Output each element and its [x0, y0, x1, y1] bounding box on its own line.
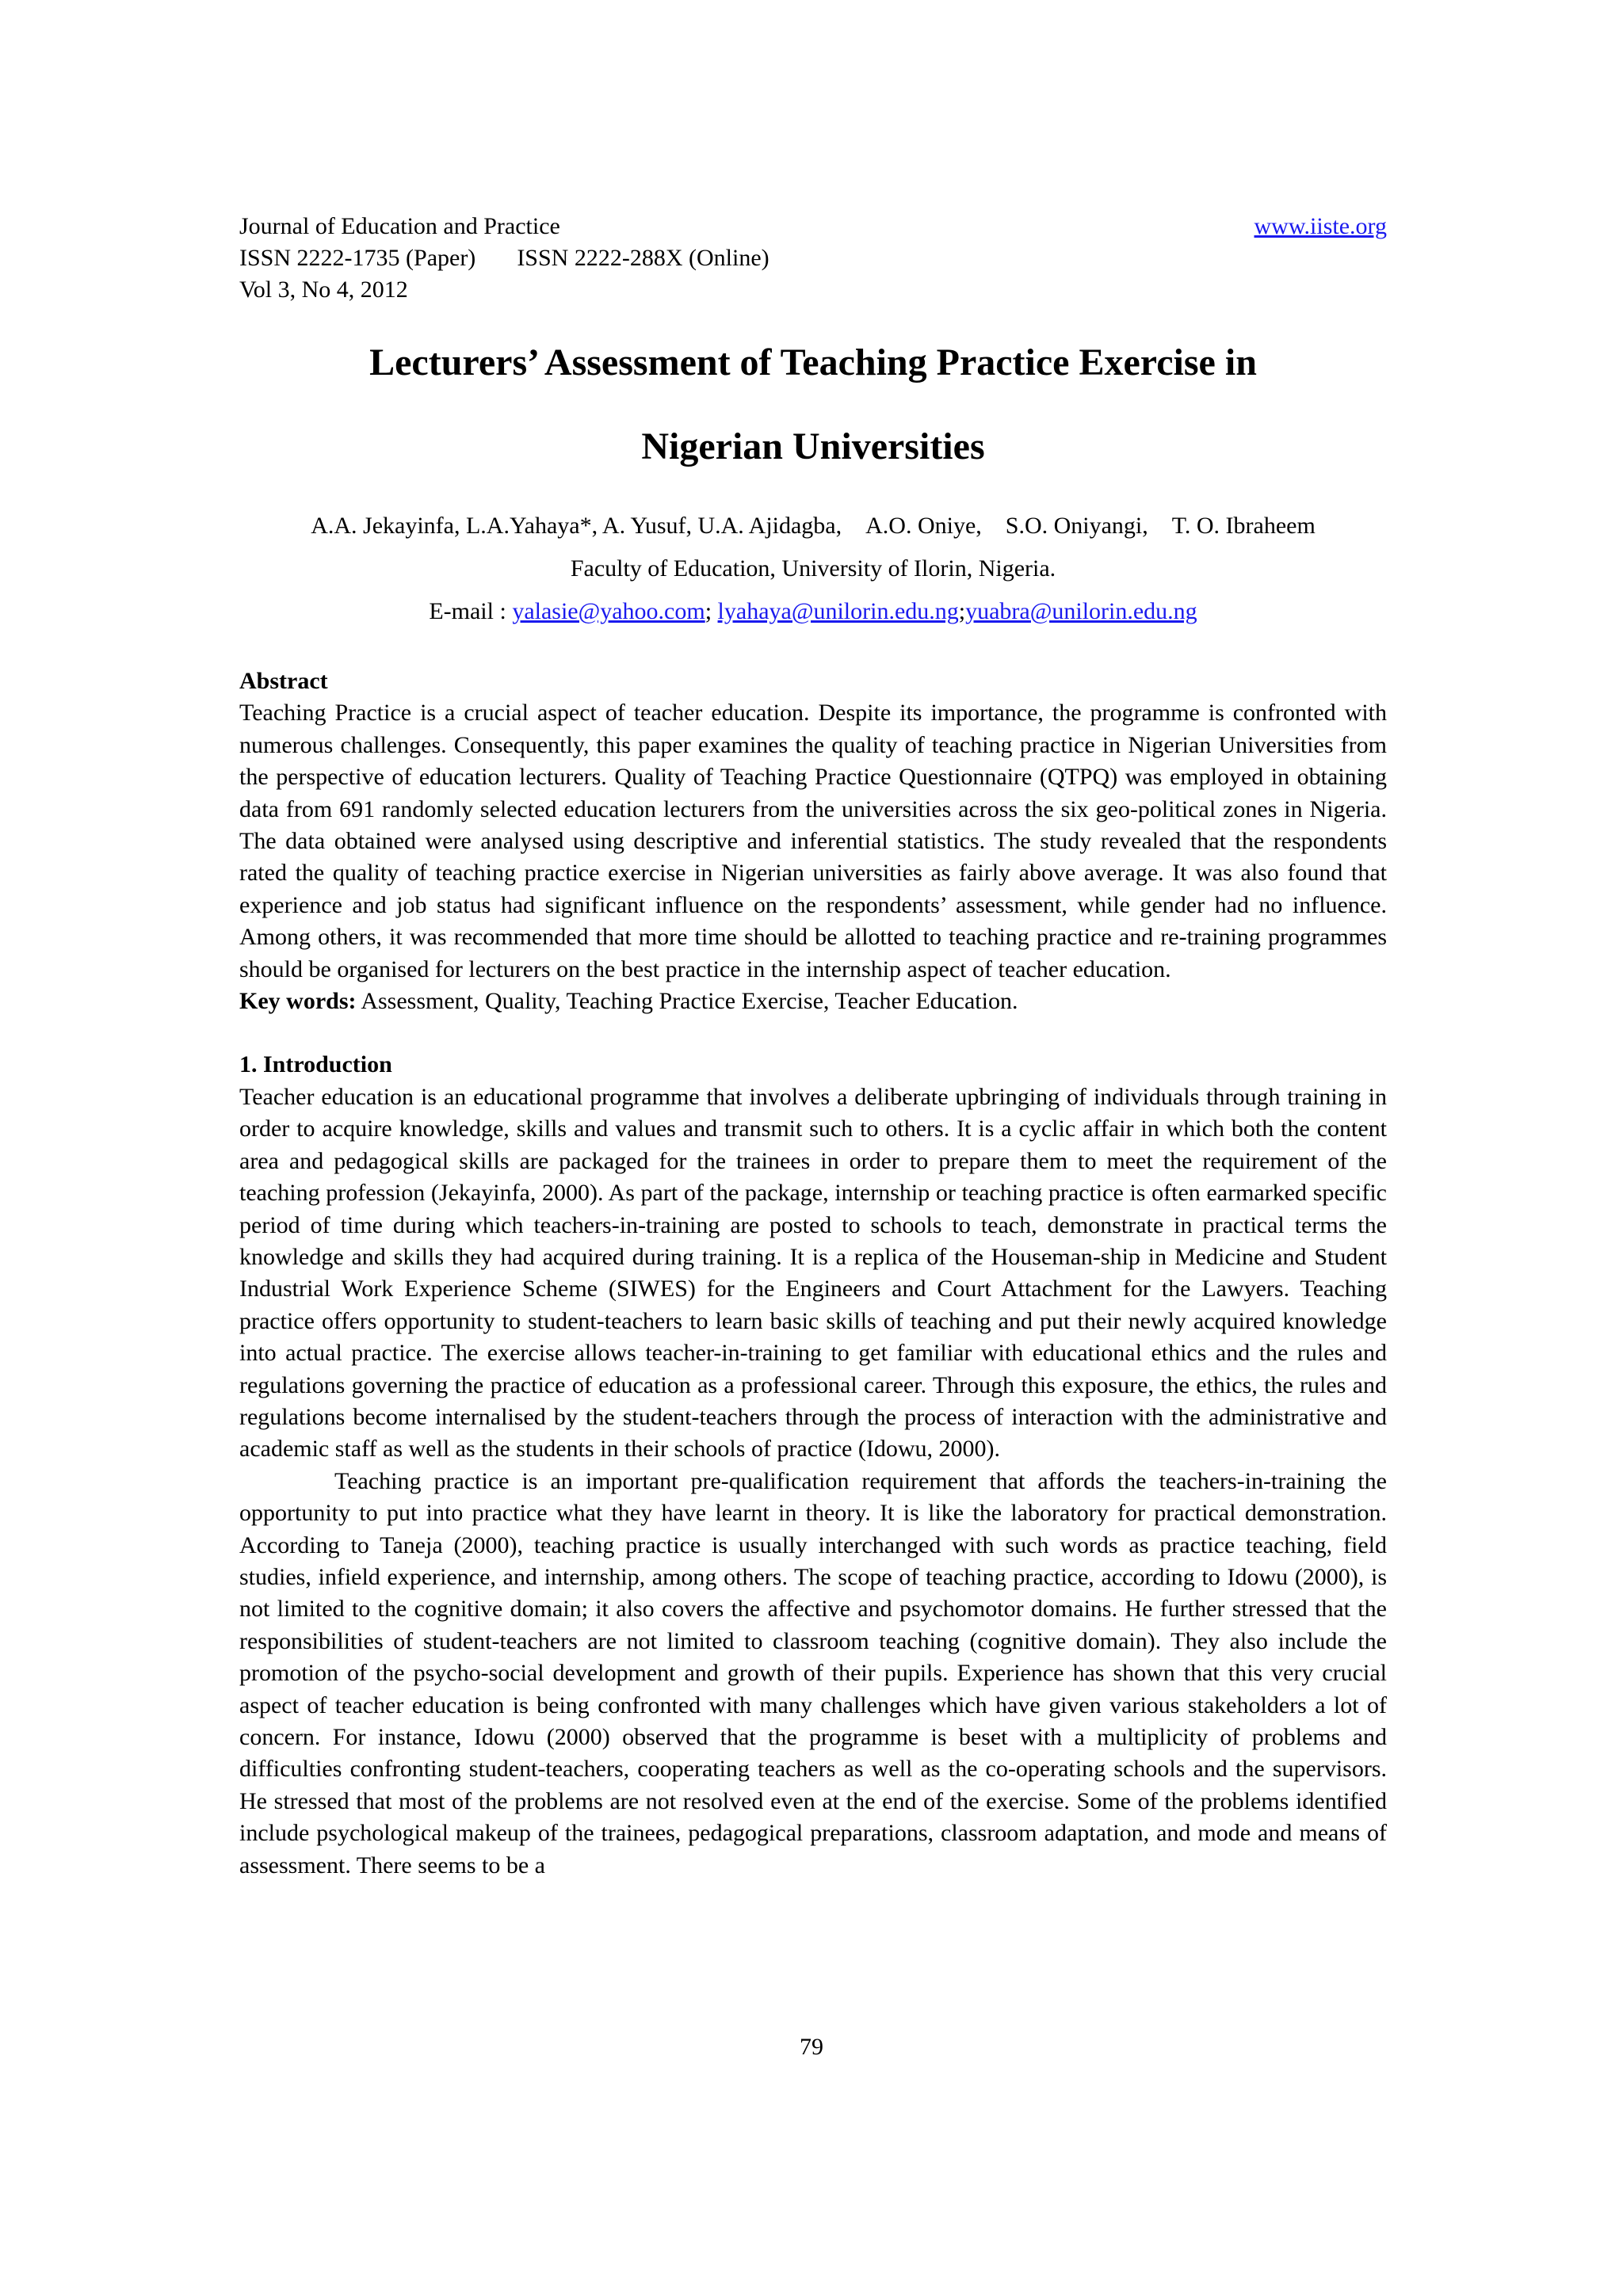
author-names: A.A. Jekayinfa, L.A.Yahaya*, A. Yusuf, U.A. Ajidagba, A.O. Oniye, S.O. Oniyangi, T. O. Ibraheem [311, 513, 1316, 539]
introduction-paragraph-2: Teaching practice is an important pre-qualification requirement that affords the teachers-in-training the opportunity to put into practice what they have learnt in theory. It is like the laboratory for practical demonstration. According to Taneja (2000), teaching practice is usually interchanged with such words as practice teaching, field studies, infield experience, and internship, among others. The scope of teaching practice, according to Idowu (2000), is not limited to the cognitive domain; it also covers the affective and psychomotor domains. He further stressed that the responsibilities of student-teachers are not limited to classroom teaching (cognitive domain). They also include the promotion of the psycho-social development and growth of their pupils. Experience has shown that this very crucial aspect of teacher education is being confronted with many challenges which have given various stakeholders a lot of concern. For instance, Idowu (2000) observed that the programme is beset with a multiplicity of problems and difficulties confronting student-teachers, cooperating teachers as well as the co-operating schools and the supervisors. He stressed that most of the problems are not resolved even at the end of the exercise. Some of the problems identified include psychological makeup of the trainees, pedagogical preparations, classroom adaptation, and mode and means of assessment. There seems to be a [239, 1467, 1387, 1878]
paper-body [239, 666, 1387, 1882]
issn-online: ISSN 2222-288X (Online) [517, 245, 769, 271]
author-affiliation: Faculty of Education, University of Ilorin, Nigeria. [570, 555, 1056, 582]
issn-paper: ISSN 2222-1735 (Paper) [239, 245, 476, 271]
journal-website-link[interactable]: www.iiste.org [1254, 213, 1387, 239]
keywords-label: Key words: [239, 988, 357, 1015]
email-label: E-mail : [429, 598, 513, 624]
volume-info: Vol 3, No 4, 2012 [239, 277, 408, 303]
author-emails [239, 590, 1387, 633]
abstract-text: Teaching Practice is a crucial aspect of teacher education. Despite its importance, the programme is confronted with numerous challenges. Consequently, this paper examines the quality of teaching practice in Nigerian Universities from the perspective of education lecturers. Quality of Teaching Practice Questionnaire (QTPQ) was employed in obtaining data from 691 randomly selected education lecturers from the universities across the six geo-political zones in Nigeria. The data obtained were analysed using descriptive and inferential statistics. The study revealed that the respondents rated the quality of teaching practice exercise in Nigerian universities as fairly above average. It was also found that experience and job status had significant influence on the respondents’ assessment, while gender had no influence. Among others, it was recommended that more time should be allotted to teaching practice and re-training programmes should be organised for lecturers on the best practice in the internship aspect of teacher education. [239, 700, 1387, 982]
abstract-heading: Abstract [239, 668, 328, 694]
keywords-list: Assessment, Quality, Teaching Practice Exercise, Teacher Education. [356, 988, 1018, 1015]
email-link-1[interactable]: yalasie@yahoo.com [512, 598, 705, 624]
page-number: 79 [800, 2034, 823, 2060]
email-separator-2: ; [958, 598, 966, 624]
journal-name: Journal of Education and Practice [239, 213, 560, 239]
keywords-line [239, 986, 1387, 1017]
title-line-1: Lecturers’ Assessment of Teaching Practice Exercise in [369, 341, 1257, 383]
email-link-2[interactable]: lyahaya@unilorin.edu.ng [717, 598, 959, 624]
title-line-2: Nigerian Universities [641, 425, 985, 467]
introduction-heading: 1. Introduction [239, 1051, 392, 1078]
paper-title [239, 321, 1387, 489]
email-separator-1: ; [705, 598, 718, 624]
author-block [239, 505, 1387, 633]
journal-header [239, 211, 1387, 306]
introduction-paragraph-1: Teacher education is an educational programme that involves a deliberate upbringing of individuals through training in order to acquire knowledge, skills and values and transmit such to others. It is a cyclic affair in which both the content area and pedagogical skills are packaged for the trainees in order to prepare them to meet the requirement of the teaching profession (Jekayinfa, 2000). As part of the package, internship or teaching practice is often earmarked specific period of time during which teachers-in-training are posted to schools to teach, demonstrate in practical terms the knowledge and skills they had acquired during training. It is a replica of the Houseman-ship in Medicine and Student Industrial Work Experience Scheme (SIWES) for the Engineers and Court Attachment for the Lawyers. Teaching practice offers opportunity to student-teachers to learn basic skills of teaching and put their newly acquired knowledge into actual practice. The exercise allows teacher-in-training to get familiar with educational ethics and the rules and regulations governing the practice of education as a professional career. Through this exposure, the ethics, the rules and regulations become internalised by the student-teachers through the process of interaction with the administrative and academic staff as well as the students in their schools of practice (Idowu, 2000). [239, 1083, 1387, 1463]
email-link-3[interactable]: yuabra@unilorin.edu.ng [965, 598, 1197, 624]
